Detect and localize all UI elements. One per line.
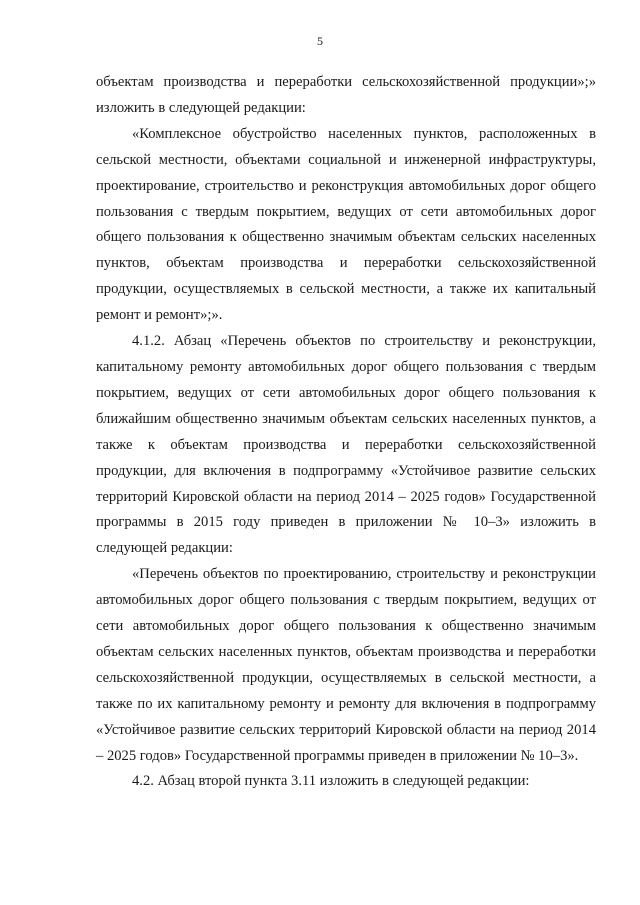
paragraph-4-1-2: 4.1.2. Абзац «Перечень объектов по строительству и реконструкции, капитальному ремонту автомобильных дорог общего пользования с твердым покрытием, ведущих от сети автомобильных дорог общего пользования к ближайшим общественно значимым объектам сельских населенных пунктов, а также к объектам производства и переработки сельскохозяйственной продукции, для включения в подпрограмму «Устойчивое развитие сельских территорий Кировской области на период 2014 – 2025 годов» Государственной программы в 2015 году приведен в приложении № 10–3» изложить в следующей редакции:	[96, 333, 596, 557]
paragraph-quoted-title: «Комплексное обустройство населенных пунктов, расположенных в сельской местности, объектами социальной и инженерной инфраструктуры, проектирование, строительство и реконструкция автомобильных дорог общего пользования с твердым покрытием, ведущих от сети автомобильных дорог общего пользования к общественно значимым объектам сельских населенных пунктов, объектам производства и переработки сельскохозяйственной продукции, осуществляемых в сельской местности, а также их капитальный ремонт и ремонт»;».	[96, 125, 596, 324]
paragraph-continuation: объектам производства и переработки сельскохозяйственной продукции»;» изложить в следующей редакции:	[96, 74, 596, 116]
paragraph-4-2: 4.2. Абзац второй пункта 3.11 изложить в следующей редакции:	[132, 773, 530, 790]
document-body	[96, 70, 596, 795]
paragraph-quoted-list-title: «Перечень объектов по проектированию, строительству и реконструкции автомобильных дорог общего пользования с твердым покрытием, ведущих от сети автомобильных дорог общего пользования к общественно значимым объектам сельских населенных пунктов, объектам производства и переработки сельскохозяйственной продукции, осуществляемых в сельской местности, а также по их капитальному ремонту и ремонту для включения в подпрограмму «Устойчивое развитие сельских территорий Кировской области на период 2014 – 2025 годов» Государственной программы приведен в приложении № 10–3».	[96, 566, 596, 764]
page-number: 5	[317, 34, 323, 48]
